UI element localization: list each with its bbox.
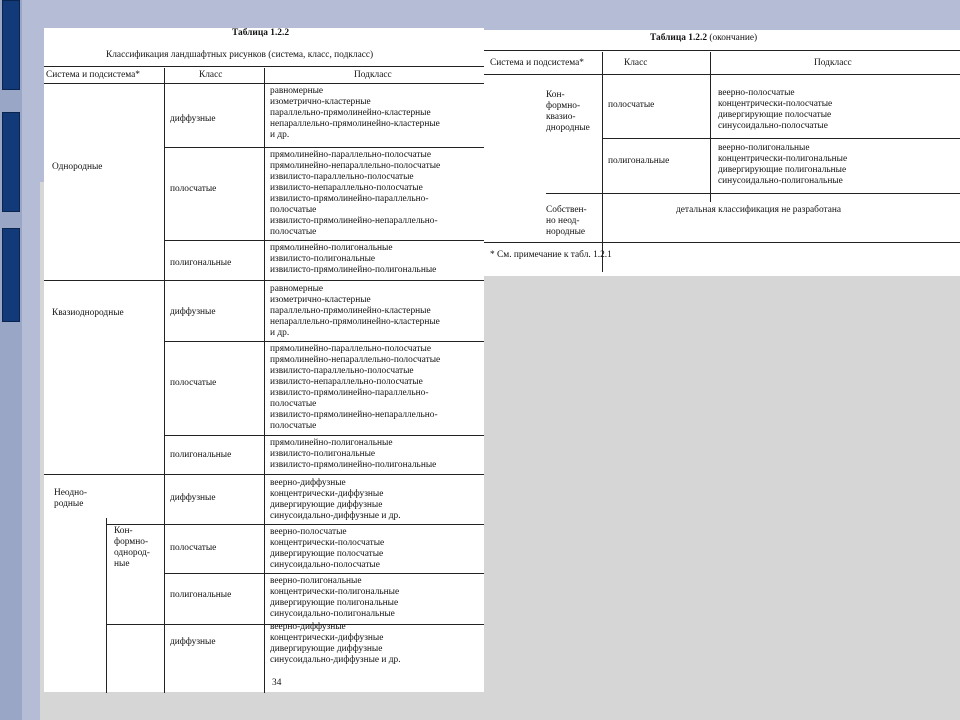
scanned-page-right (484, 30, 960, 276)
class-label: полигональные (170, 590, 232, 600)
rule (164, 435, 484, 436)
scanned-page-left (44, 28, 484, 692)
rule (44, 280, 484, 281)
subclass-item: извилисто-параллельно-полосчатые (270, 366, 414, 376)
subclass-item: извилисто-прямолинейно-параллельно- (270, 388, 429, 398)
subclass-item: непараллельно-прямолинейно-кластерные (270, 317, 440, 327)
subclass-item: дивергирующие полосчатые (270, 549, 384, 559)
header-subclass: Подкласс (814, 58, 852, 68)
rule (44, 66, 484, 67)
subclass-item: равномерные (270, 284, 324, 294)
subclass-item: синусоидально-полигональные (270, 609, 395, 619)
rule (164, 341, 484, 342)
class-label: полигональные (170, 450, 232, 460)
subclass-item: концентрически-диффузные (270, 633, 384, 643)
subclass-item: синусоидально-полигональные (718, 176, 843, 186)
subclass-item: изометрично-кластерные (270, 295, 371, 305)
subclass-item: концентрически-полосчатые (718, 99, 833, 109)
subclass-item: и др. (270, 328, 290, 338)
rule (164, 573, 484, 574)
class-label: диффузные (170, 114, 216, 124)
column-divider (264, 68, 265, 693)
footnote: * См. примечание к табл. 1.2.1 (490, 250, 612, 260)
table-title: Классификация ландшафтных рисунков (система, класс, подкласс) (106, 50, 374, 60)
column-divider (710, 52, 711, 202)
column-divider (602, 52, 603, 272)
side-decor-block (2, 112, 20, 212)
header-system: Система и подсистема* (46, 70, 140, 80)
class-label: диффузные (170, 637, 216, 647)
subclass-item: полосчатые (270, 421, 317, 431)
subclass-item: дивергирующие полигональные (270, 598, 399, 608)
rule (164, 147, 484, 148)
header-class: Класс (624, 58, 648, 68)
subclass-item: веерно-полосчатые (270, 527, 347, 537)
subclass-item: веерно-полигональные (718, 143, 810, 153)
subsystem-divider (106, 518, 107, 693)
rule (44, 474, 484, 475)
subclass-item: прямолинейно-параллельно-полосчатые (270, 344, 431, 354)
subsystem-label: нородные (546, 227, 586, 237)
subsystem-label: Кон- (114, 526, 133, 536)
side-decor-block (2, 228, 20, 322)
subclass-item: веерно-диффузные (270, 478, 346, 488)
subclass-item: синусоидально-диффузные и др. (270, 511, 401, 521)
subsystem-label: Собствен- (546, 205, 587, 215)
subclass-item: дивергирующие диффузные (270, 644, 383, 654)
table-label-suffix: (окончание) (709, 33, 758, 43)
subclass-item: извилисто-прямолинейно-параллельно- (270, 194, 429, 204)
subsystem-label: ные (114, 559, 130, 569)
class-label: полосчатые (608, 100, 655, 110)
header-subclass: Подкласс (354, 70, 392, 80)
subclass-item: полосчатые (270, 227, 317, 237)
class-label: полосчатые (170, 378, 217, 388)
subclass-item: извилисто-полигональные (270, 449, 376, 459)
subclass-item: синусоидально-диффузные и др. (270, 655, 401, 665)
subclass-item: параллельно-прямолинейно-кластерные (270, 108, 431, 118)
rule (484, 74, 960, 75)
subclass-item: концентрически-полигональные (718, 154, 848, 164)
subclass-item: прямолинейно-полигональные (270, 243, 393, 253)
slide-side-bar (0, 0, 22, 720)
column-divider (164, 68, 165, 693)
subclass-item: извилисто-прямолинейно-полигональные (270, 265, 437, 275)
subclass-item: прямолинейно-непараллельно-полосчатые (270, 355, 441, 365)
subclass-item: концентрически-диффузные (270, 489, 384, 499)
subsystem-label: формно- (546, 101, 581, 111)
system-label: Неодно- (54, 488, 87, 498)
subclass-item: прямолинейно-непараллельно-полосчатые (270, 161, 441, 171)
subsystem-label: но неод- (546, 216, 580, 226)
subsystem-label: днородные (546, 123, 590, 133)
rule (602, 138, 960, 139)
subclass-item: веерно-полигональные (270, 576, 362, 586)
subclass-item: прямолинейно-параллельно-полосчатые (270, 150, 431, 160)
subclass-item: концентрически-полигональные (270, 587, 400, 597)
system-label: Квазиоднородные (52, 308, 124, 318)
subclass-item: и др. (270, 130, 290, 140)
table-label: Таблица 1.2.2 (650, 33, 708, 43)
rule (546, 193, 960, 194)
table-label: Таблица 1.2.2 (232, 28, 290, 38)
rule (484, 242, 960, 243)
system-label: родные (54, 499, 84, 509)
table-label-line (650, 33, 757, 44)
subclass-item: извилисто-прямолинейно-полигональные (270, 460, 437, 470)
subclass-item: извилисто-прямолинейно-непараллельно- (270, 410, 438, 420)
rule (484, 50, 960, 51)
subclass-item: извилисто-параллельно-полосчатые (270, 172, 414, 182)
system-label: Однородные (52, 162, 103, 172)
subclass-item: веерно-полосчатые (718, 88, 795, 98)
class-label: полосчатые (170, 184, 217, 194)
rule (106, 524, 484, 525)
subclass-item: полосчатые (270, 205, 317, 215)
class-label: диффузные (170, 493, 216, 503)
class-label: полигональные (608, 156, 670, 166)
rule (164, 240, 484, 241)
subsystem-label: однород- (114, 548, 150, 558)
subsystem-label: формно- (114, 537, 149, 547)
subclass-item: извилисто-полигональные (270, 254, 376, 264)
subsystem-label: Кон- (546, 90, 565, 100)
subclass-item: веерно-диффузные (270, 622, 346, 632)
subclass-item: изометрично-кластерные (270, 97, 371, 107)
class-label: полосчатые (170, 543, 217, 553)
page-number: 34 (272, 678, 282, 688)
subclass-item: прямолинейно-полигональные (270, 438, 393, 448)
subclass-item: полосчатые (270, 399, 317, 409)
subclass-item: концентрически-полосчатые (270, 538, 385, 548)
classification-note: детальная классификация не разработана (676, 205, 842, 215)
subclass-item: извилисто-прямолинейно-непараллельно- (270, 216, 438, 226)
subclass-item: параллельно-прямолинейно-кластерные (270, 306, 431, 316)
subsystem-label: квазио- (546, 112, 576, 122)
subclass-item: синусоидально-полосчатые (270, 560, 380, 570)
side-decor-block (2, 0, 20, 90)
class-label: полигональные (170, 258, 232, 268)
subclass-item: дивергирующие диффузные (270, 500, 383, 510)
header-class: Класс (199, 70, 223, 80)
class-label: диффузные (170, 307, 216, 317)
subclass-item: извилисто-непараллельно-полосчатые (270, 183, 423, 193)
subclass-item: синусоидально-полосчатые (718, 121, 828, 131)
subclass-item: непараллельно-прямолинейно-кластерные (270, 119, 440, 129)
subclass-item: дивергирующие полосчатые (718, 110, 832, 120)
subclass-item: равномерные (270, 86, 324, 96)
subclass-item: дивергирующие полигональные (718, 165, 847, 175)
subclass-item: извилисто-непараллельно-полосчатые (270, 377, 423, 387)
header-system: Система и подсистема* (490, 58, 584, 68)
